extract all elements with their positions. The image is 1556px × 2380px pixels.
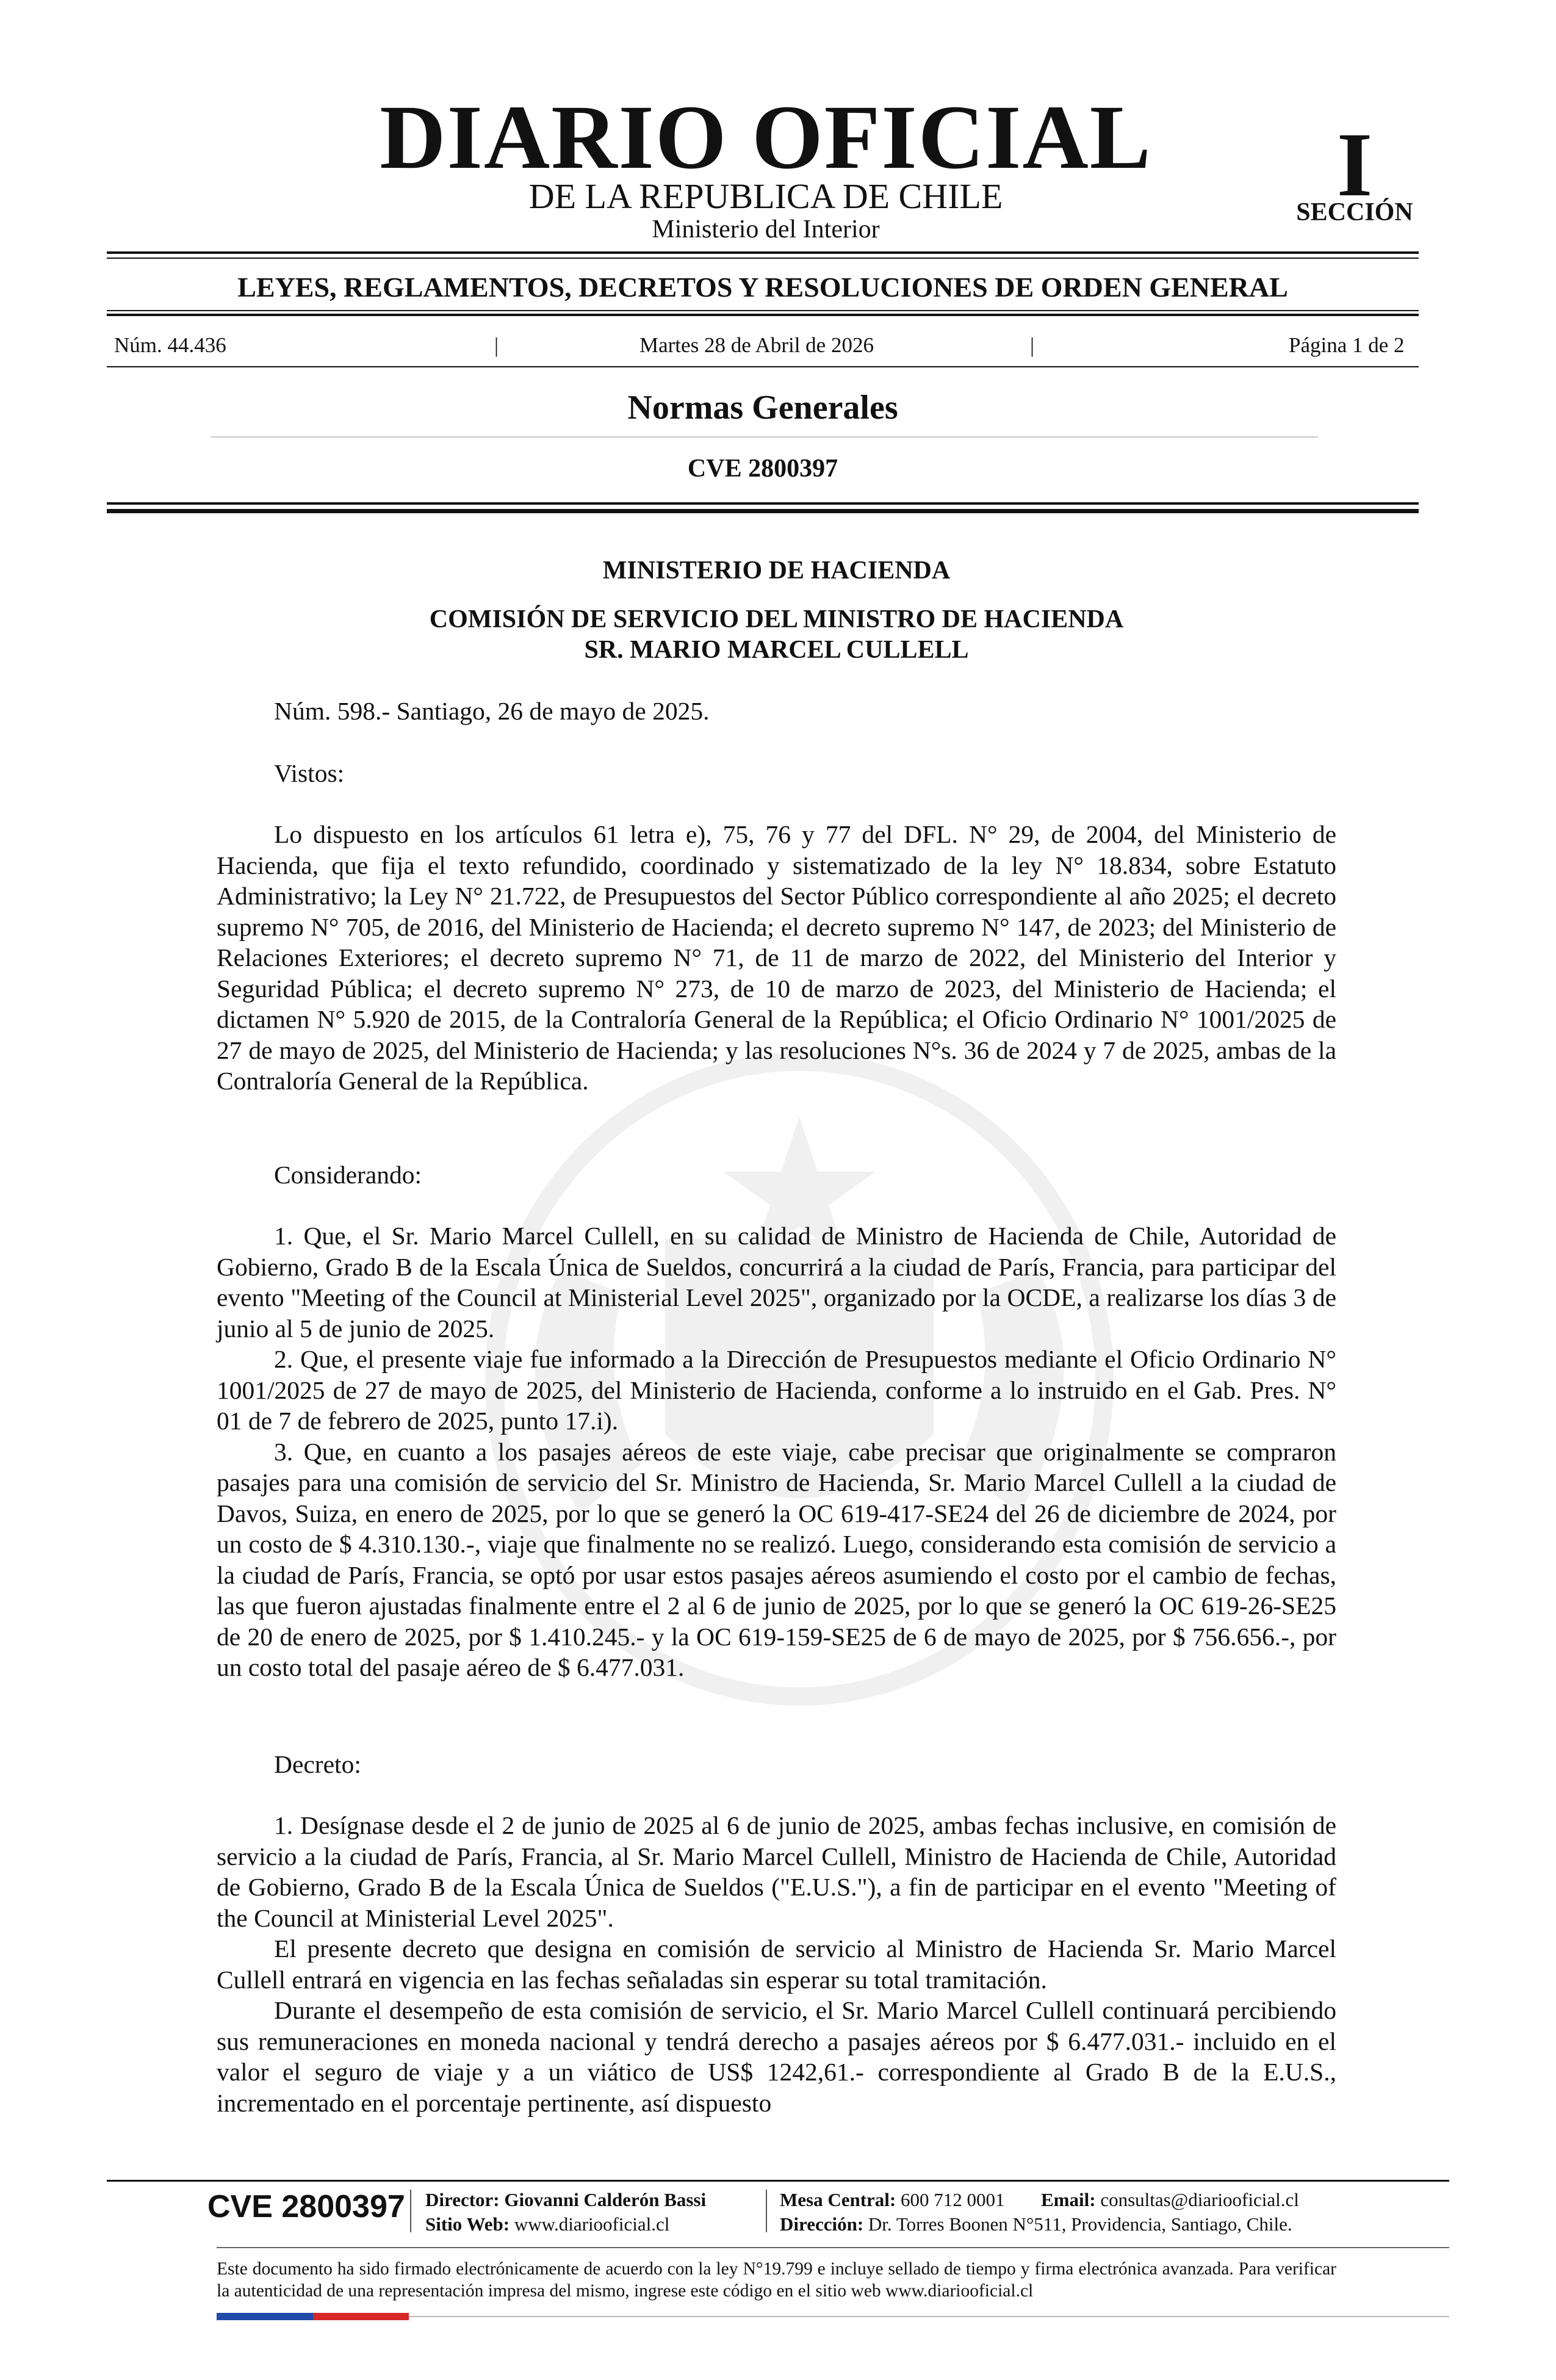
rule [107, 310, 1419, 311]
considerando-2: 2. Que, el presente viaje fue informado a la Dirección de Presupuestos mediante el Oficio Ordinario N° 1001/2025 de 27 de mayo de 2025, del Ministerio de Hacienda, conforme a lo instruido en el Gab. Pres. N° 01 de 7 de febrero de 2025, punto 17.i). [217, 1345, 1336, 1435]
footer-mesa-central [780, 2188, 1005, 2212]
considerando-1: 1. Que, el Sr. Mario Marcel Cullell, en su calidad de Ministro de Hacienda de Chile, Autoridad de Gobierno, Grado B de la Escala Única de Sueldos, concurrirá a la ciudad de París, Francia, para participar del evento "Meeting of the Council at Ministerial Level 2025", organizado por la OCDE, a realizarse los días 3 de junio al 5 de junio de 2025. [217, 1222, 1336, 1343]
footer-rule [107, 2180, 1449, 2182]
rule [107, 258, 1419, 259]
section-label: SECCIÓN [1296, 198, 1413, 226]
director-label: Director: [425, 2189, 500, 2210]
rule [107, 366, 1419, 367]
vistos-label: Vistos: [274, 759, 345, 787]
issue-date: Martes 28 de Abril de 2026 [639, 333, 874, 357]
document-title-line2: SR. MARIO MARCEL CULLELL [584, 636, 969, 664]
vistos-paragraph [217, 819, 1336, 1097]
rule [107, 502, 1419, 505]
issue-separator: | [1030, 333, 1035, 357]
thin-divider [211, 436, 1318, 438]
flag-stripe-red [313, 2313, 409, 2320]
considerando-section [217, 1221, 1336, 1683]
newspaper-subtitle: DE LA REPUBLICA DE CHILE [528, 176, 1003, 216]
considerando-3: 3. Que, en cuanto a los pasajes aéreos de este viaje, cabe precisar que originalmente se compraron pasajes para una comisión de servicio del Sr. Ministro de Hacienda, Sr. Mario Marcel Cullell a la ciudad de Davos, Suiza, en enero de 2025, por lo que se generó la OC 619-417-SE24 del 26 de diciembre de 2024, por un costo de $ 4.310.130.-, viaje que finalmente no se realizó. Luego, considerando esta comisión de servicio a la ciudad de París, Francia, se optó por usar estos pasajes aéreos asumiendo el costo por el cambio de fechas, las que fueron ajustadas finalmente entre el 2 al 6 de junio de 2025, por lo que se generó la OC 619-26-SE25 de 20 de enero de 2025, por $ 1.410.245.- y la OC 619-159-SE25 de 6 de mayo de 2025, por $ 756.656.-, por un costo total del pasaje aéreo de $ 6.477.031. [217, 1437, 1336, 1681]
flag-stripe-blue [217, 2313, 313, 2320]
decree-number-date: Núm. 598.- Santiago, 26 de mayo de 2025. [274, 697, 710, 725]
mesa-label: Mesa Central: [780, 2189, 896, 2210]
footer-separator [766, 2190, 767, 2232]
decreto-section [217, 1810, 1336, 2118]
document-title-line1: COMISIÓN DE SERVICIO DEL MINISTRO DE HACIENDA [429, 605, 1124, 633]
decreto-1: 1. Desígnase desde el 2 de junio de 2025 al 6 de junio de 2025, ambas fechas inclusive, en comisión de servicio a la ciudad de París, Francia, al Sr. Mario Marcel Cullell, Ministro de Hacienda de Chile, Autoridad de Gobierno, Grado B de la Escala Única de Sueldos ("E.U.S."), a fin de participar en el evento "Meeting of the Council at Ministerial Level 2025". [217, 1811, 1336, 1932]
issue-page: Página 1 de 2 [1289, 333, 1405, 357]
document-ministry: MINISTERIO DE HACIENDA [602, 557, 951, 585]
footer-bottom-line [409, 2316, 1449, 2317]
cve-code: CVE 2800397 [687, 455, 838, 483]
considerando-label: Considerando: [274, 1161, 422, 1189]
footer-separator [410, 2190, 411, 2232]
footer-divider [217, 2247, 1449, 2248]
footer-disclaimer: Este documento ha sido firmado electrónicamente de acuerdo con la ley N°19.799 e incluye sellado de tiempo y firma electrónica avanzada. Para verificar la autenticidad de una representación impresa del mismo, ingrese este código en el sitio web www.diariooficial.cl [217, 2259, 1336, 2301]
decreto-2: El presente decreto que designa en comisión de servicio al Ministro de Hacienda Sr. Mario Marcel Cullell entrará en vigencia en las fechas señaladas sin esperar su total tramitación. [217, 1935, 1336, 1994]
vistos-text: Lo dispuesto en los artículos 61 letra e), 75, 76 y 77 del DFL. N° 29, de 2004, del Ministerio de Hacienda, que fija el texto refundido, coordinado y sistematizado de la ley N° 18.834, sobre Estatuto Administrativo; la Ley N° 21.722, de Presupuestos del Sector Público correspondiente al año 2025; el decreto supremo N° 705, de 2016, del Ministerio de Hacienda; el decreto supremo N° 147, de 2023; del Ministerio de Relaciones Exteriores; el decreto supremo N° 71, de 11 de marzo de 2022, del Ministerio del Interior y Seguridad Pública; el decreto supremo N° 273, de 10 de marzo de 2023, del Ministerio de Hacienda; el dictamen N° 5.920 de 2015, de la Contraloría General de la República; el Oficio Ordinario N° 1001/2025 de 27 de mayo de 2025, del Ministerio de Hacienda; y las resoluciones N°s. 36 de 2024 y 7 de 2025, ambas de la Contraloría General de la República. [217, 820, 1336, 1095]
rule [107, 251, 1419, 254]
director-name: Giovanni Calderón Bassi [504, 2189, 707, 2210]
address-label: Dirección: [780, 2213, 864, 2235]
section-banner: LEYES, REGLAMENTOS, DECRETOS Y RESOLUCIONES DE ORDEN GENERAL [237, 272, 1288, 303]
email-link[interactable]: consultas@diariooficial.cl [1100, 2189, 1299, 2210]
footer-address [780, 2212, 1292, 2237]
footer-cve-code: CVE 2800397 [207, 2189, 405, 2224]
website-label: Sitio Web: [425, 2213, 510, 2235]
section-title: Normas Generales [627, 389, 898, 427]
footer-email [1041, 2188, 1299, 2212]
decreto-3: Durante el desempeño de esta comisión de servicio, el Sr. Mario Marcel Cullell continuará percibiendo sus remuneraciones en moneda nacional y tendrá derecho a pasajes aéreos por $ 6.477.031.- incluido en el valor el seguro de viaje y a un viático de US$ 1242,61.- correspondiente al Grado B de la E.U.S., incrementado en el porcentaje pertinente, así dispuesto [217, 1996, 1336, 2117]
footer-website [425, 2212, 669, 2237]
decreto-label: Decreto: [274, 1750, 361, 1778]
website-link[interactable]: www.diariooficial.cl [514, 2213, 670, 2235]
rule [107, 509, 1419, 513]
newspaper-ministry: Ministerio del Interior [652, 215, 880, 243]
footer-director [425, 2188, 706, 2212]
issue-separator: | [494, 333, 499, 357]
issue-number: Núm. 44.436 [114, 333, 226, 357]
section-number: I [1336, 114, 1373, 215]
mesa-phone: 600 712 0001 [901, 2189, 1005, 2210]
newspaper-title: DIARIO OFICIAL [380, 87, 1152, 188]
rule [107, 314, 1419, 316]
email-label: Email: [1041, 2189, 1096, 2210]
address-text: Dr. Torres Boonen N°511, Providencia, Santiago, Chile. [868, 2213, 1292, 2235]
